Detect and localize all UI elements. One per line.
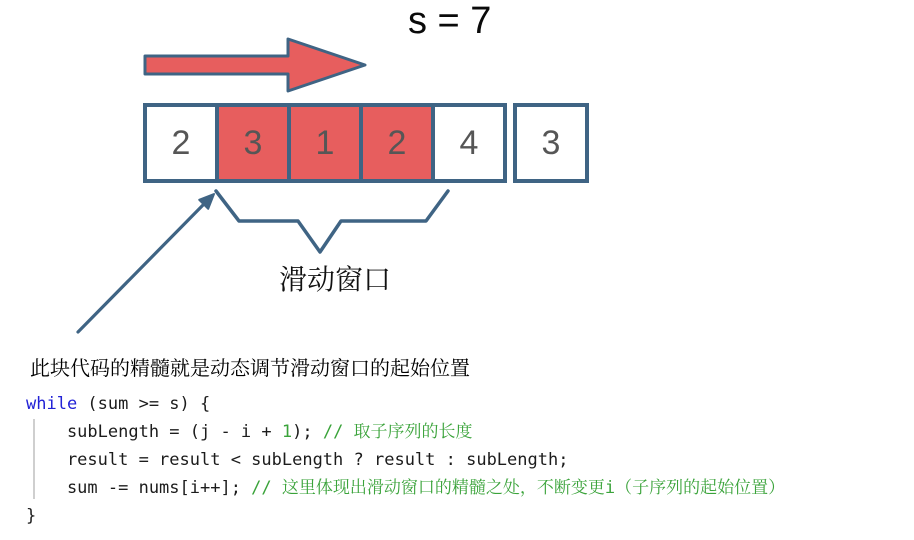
array-cell-value: 1 [315,123,335,162]
sum-target-label: s = 7 [408,0,492,42]
array-cell [431,103,507,183]
array-cell [359,103,435,183]
array-cell-value: 4 [459,123,479,162]
array-cell-value: 2 [171,123,191,162]
sliding-direction-arrow [143,36,371,94]
code-block [26,390,785,530]
code-line: subLength = (j - i + 1); // 取子序列的长度 [26,422,473,442]
array-cell-value: 3 [243,123,263,162]
array-cell-value: 3 [541,123,561,162]
code-line: } [26,506,37,526]
array-cell [143,103,219,183]
code-explanation-text: 此块代码的精髓就是动态调节滑动窗口的起始位置 [30,358,470,380]
window-start-pointer-arrow [68,188,228,340]
array-cell [215,103,291,183]
nums-array [143,103,589,183]
array-cell [287,103,363,183]
array-cell [513,103,589,183]
sliding-window-label: 滑动窗口 [279,264,392,295]
code-line: result = result < subLength ? result : subLength; [26,450,569,470]
code-line: sum -= nums[i++]; // 这里体现出滑动窗口的精髓之处，不断变更i（子序列的起始位置） [26,478,786,498]
array-cell-value: 2 [387,123,407,162]
code-line: while (sum >= s) { [26,394,211,414]
window-brace [210,185,456,261]
